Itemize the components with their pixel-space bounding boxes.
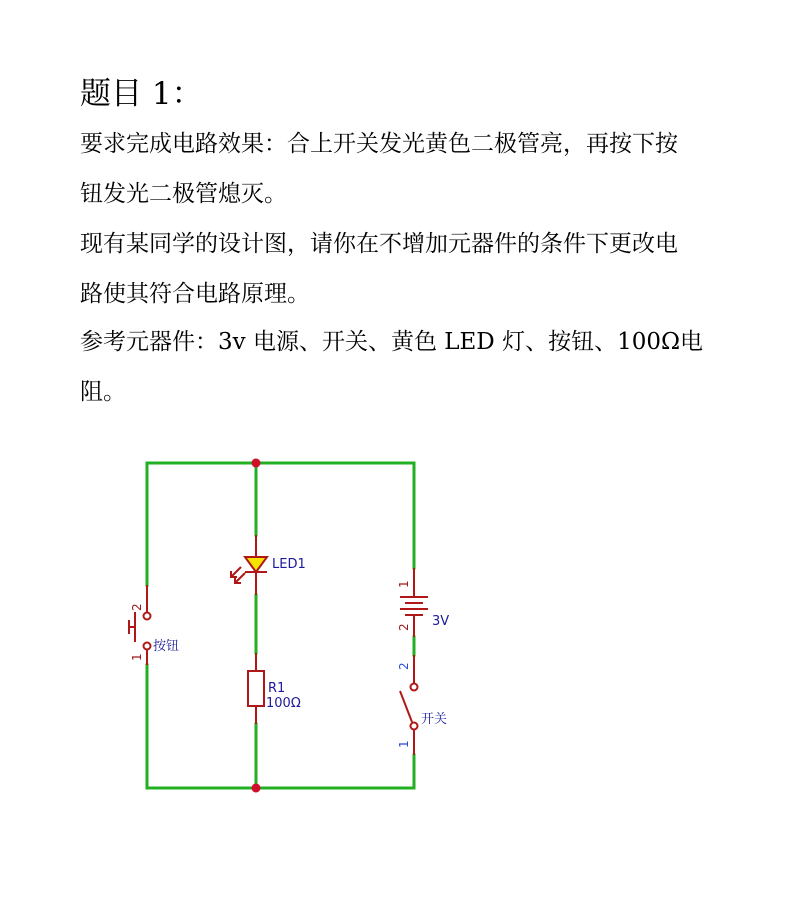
switch-blade bbox=[400, 691, 412, 722]
resistor-body bbox=[248, 671, 264, 706]
switch-pin-2: 2 bbox=[397, 662, 411, 670]
junction-top bbox=[252, 459, 261, 468]
battery-pin-1: 1 bbox=[397, 580, 411, 588]
wires bbox=[147, 463, 414, 788]
switch-pin-1: 1 bbox=[397, 740, 411, 748]
led-arrow-1 bbox=[231, 567, 241, 577]
button-pin-2: 2 bbox=[130, 603, 144, 611]
button-symbol bbox=[129, 585, 151, 665]
resistor-value-label: 100Ω bbox=[266, 696, 301, 711]
task-line-2: 路使其符合电路原理。 bbox=[80, 281, 310, 307]
led-label: LED1 bbox=[272, 557, 306, 572]
components-line-2: 阻。 bbox=[80, 379, 126, 405]
battery-label: 3V bbox=[432, 614, 450, 629]
resistor-symbol bbox=[248, 653, 264, 724]
button-label: 按钮 bbox=[153, 639, 180, 654]
requirement-line-1: 要求完成电路效果：合上开关发光黄色二极管亮，再按下按 bbox=[80, 131, 678, 157]
switch-contact-top bbox=[411, 684, 418, 691]
switch-label: 开关 bbox=[421, 712, 448, 727]
battery-pin-2: 2 bbox=[397, 623, 411, 631]
requirement-line-2: 钮发光二极管熄灭。 bbox=[80, 181, 287, 207]
junction-bottom bbox=[252, 784, 261, 793]
button-contact-top bbox=[144, 613, 151, 620]
task-line-1: 现有某同学的设计图，请你在不增加元器件的条件下更改电 bbox=[80, 231, 678, 257]
button-contact-bottom bbox=[144, 643, 151, 650]
resistor-ref-label: R1 bbox=[268, 681, 286, 696]
led-triangle bbox=[245, 557, 267, 572]
question-title: 题目 1： bbox=[80, 76, 203, 112]
led-symbol bbox=[231, 535, 267, 595]
switch-contact-bottom bbox=[411, 723, 418, 730]
components-line-1: 参考元器件：3v 电源、开关、黄色 LED 灯、按钮、100Ω电 bbox=[80, 329, 704, 355]
button-pin-1: 1 bbox=[130, 653, 144, 661]
